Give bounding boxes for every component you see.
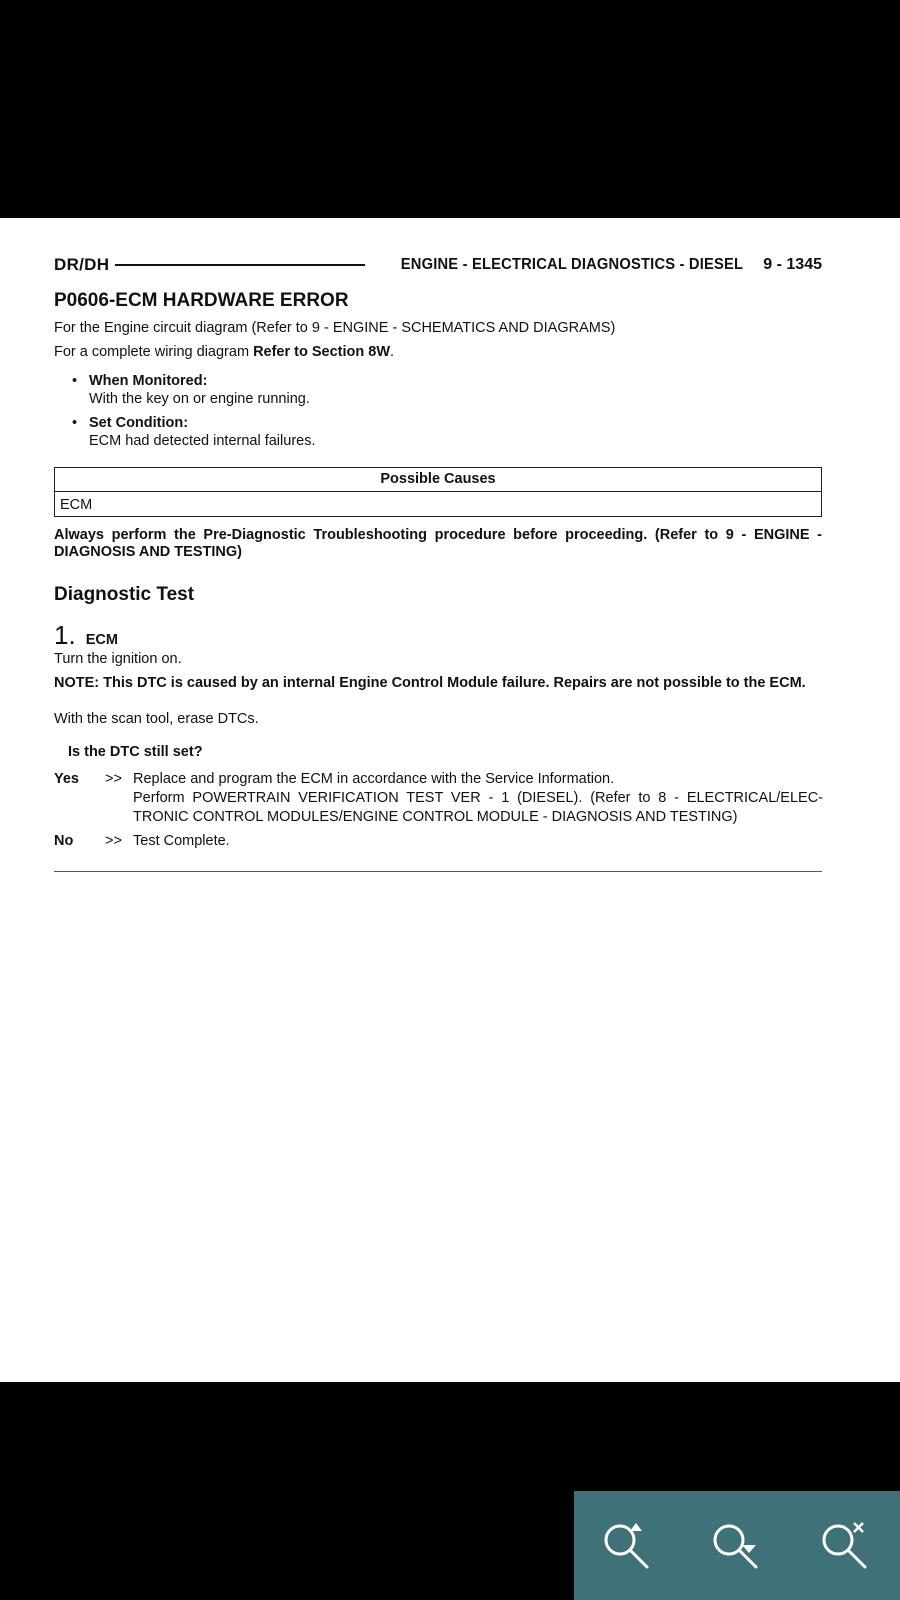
zoom-in-icon bbox=[596, 1514, 660, 1578]
answer-key: No bbox=[54, 833, 74, 849]
table-header: Possible Causes bbox=[55, 468, 821, 492]
bullet-text: With the key on or engine running. bbox=[89, 391, 310, 407]
answer-arrow: >> bbox=[105, 833, 122, 849]
zoom-in-button[interactable] bbox=[593, 1511, 663, 1581]
step-label: ECM bbox=[85, 632, 118, 648]
step-question: Is the DTC still set? bbox=[68, 744, 203, 760]
document-page bbox=[0, 218, 900, 1382]
pre-diagnostic-note: Always perform the Pre-Diagnostic Troubleshooting procedure before proceeding. (Refer to 9 - ENGINE - DIAGNOSIS AND TESTING) bbox=[54, 527, 822, 560]
bullet-icon: • bbox=[72, 373, 78, 389]
diagnostic-test-heading: Diagnostic Test bbox=[54, 584, 195, 605]
intro-line-2-suffix: . bbox=[390, 344, 395, 360]
zoom-controls bbox=[574, 1491, 900, 1600]
zoom-out-icon bbox=[705, 1514, 769, 1578]
answer-no bbox=[54, 832, 822, 852]
step-number: 1. bbox=[54, 620, 76, 650]
answer-line: Replace and program the ECM in accordance with the Service Information. bbox=[133, 771, 615, 787]
header-rule bbox=[115, 264, 365, 266]
zoom-out-button[interactable] bbox=[702, 1511, 772, 1581]
wiring-reference: Refer to Section 8W bbox=[253, 344, 391, 360]
zoom-close-icon bbox=[814, 1514, 878, 1578]
bullet-text: ECM had detected internal failures. bbox=[89, 433, 316, 449]
answer-line: Test Complete. bbox=[133, 833, 230, 849]
step-note: NOTE: This DTC is caused by an internal Engine Control Module failure. Repairs are not possible to the ECM. bbox=[54, 675, 806, 691]
intro-line-1: For the Engine circuit diagram (Refer to 9 - ENGINE - SCHEMATICS AND DIAGRAMS) bbox=[54, 320, 616, 336]
page-header bbox=[54, 252, 822, 278]
answer-text bbox=[133, 832, 823, 851]
zoom-close-button[interactable] bbox=[811, 1511, 881, 1581]
header-model: DR/DH bbox=[54, 255, 110, 274]
section-divider bbox=[54, 871, 822, 872]
step-instruction: Turn the ignition on. bbox=[54, 651, 182, 667]
answer-line: Perform POWERTRAIN VERIFICATION TEST VER - 1 (DIESEL). (Refer to 8 - ELECTRICAL/ELEC- TRONIC CONTROL MODULES/ENGINE CONTROL MODULE - DIAGNOSIS AND TESTING) bbox=[133, 790, 823, 825]
header-page-number: 9 - 1345 bbox=[763, 256, 822, 273]
step-instruction-2: With the scan tool, erase DTCs. bbox=[54, 711, 259, 727]
page-title: P0606-ECM HARDWARE ERROR bbox=[54, 290, 349, 311]
intro-line-2-prefix: For a complete wiring diagram bbox=[54, 344, 254, 360]
list-item bbox=[72, 414, 316, 450]
list-item bbox=[72, 372, 316, 408]
header-section: ENGINE - ELECTRICAL DIAGNOSTICS - DIESEL bbox=[400, 256, 744, 273]
step-heading bbox=[54, 620, 118, 651]
intro-line-2 bbox=[54, 344, 394, 360]
bullet-label: When Monitored: bbox=[89, 373, 208, 389]
answer-text bbox=[133, 770, 823, 827]
bullet-icon: • bbox=[72, 415, 78, 431]
answer-yes bbox=[54, 770, 822, 830]
table-row: ECM bbox=[60, 497, 93, 513]
possible-causes-table bbox=[54, 467, 822, 517]
answer-arrow: >> bbox=[105, 771, 122, 787]
conditions-list bbox=[72, 372, 316, 456]
bullet-label: Set Condition: bbox=[89, 415, 189, 431]
answer-key: Yes bbox=[54, 771, 79, 787]
